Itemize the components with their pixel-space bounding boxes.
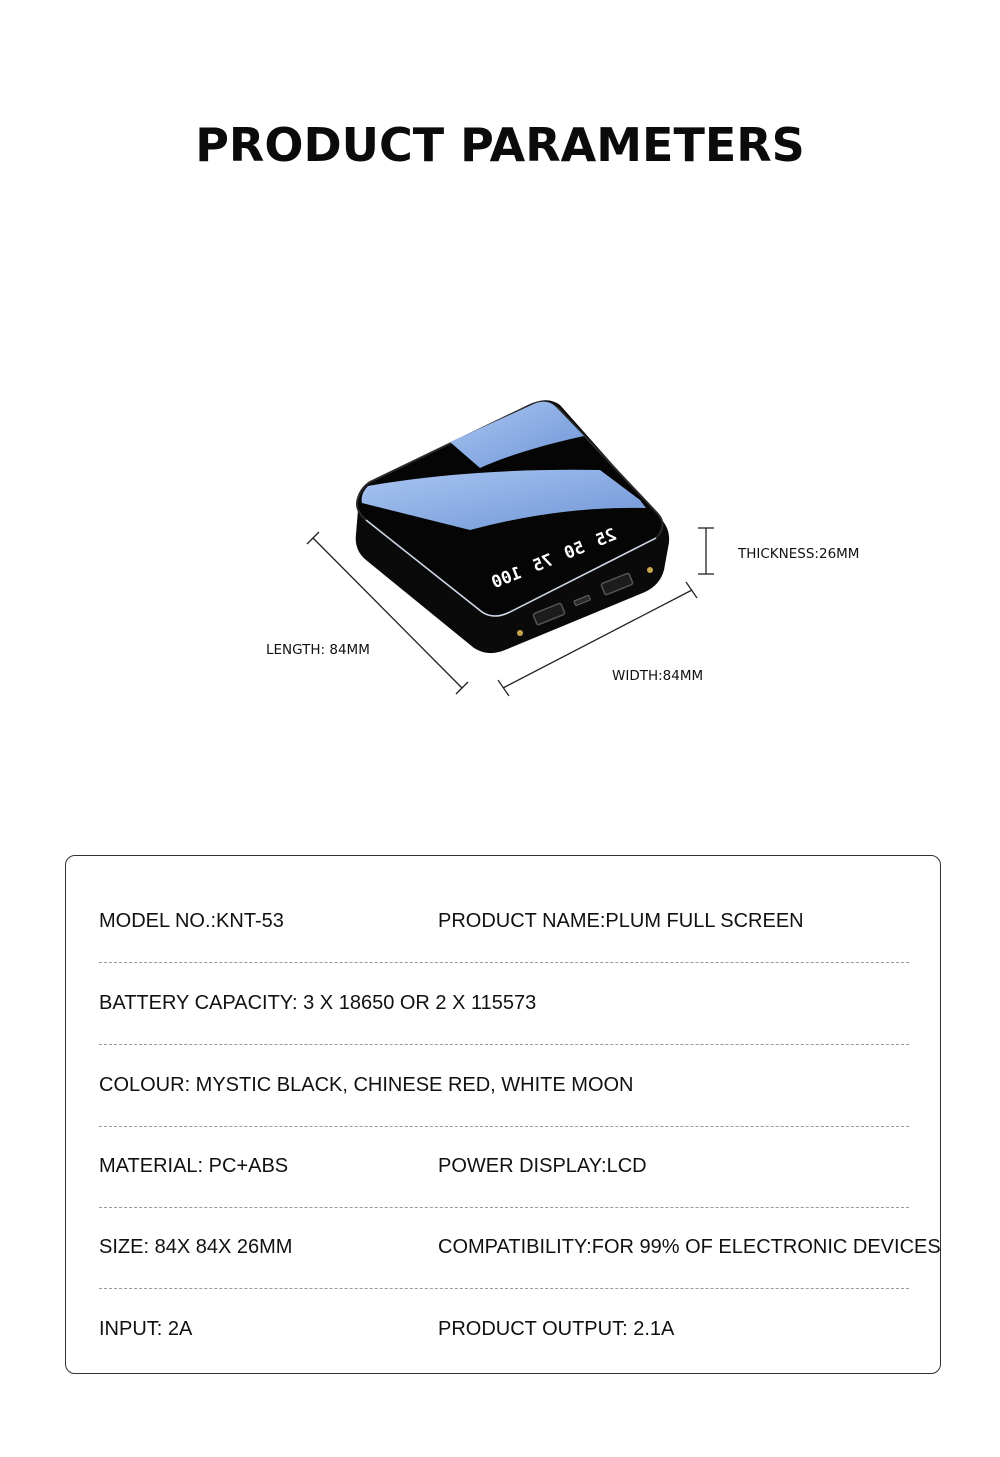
spec-row: [99, 1045, 909, 1127]
spec-compatibility: COMPATIBILITY:FOR 99% OF ELECTRONIC DEVICES: [438, 1236, 941, 1258]
led-value-75: 75: [529, 550, 557, 577]
spec-input: INPUT: 2A: [99, 1317, 193, 1340]
spec-size: SIZE: 84X 84X 26MM: [99, 1236, 293, 1258]
page-title: PRODUCT PARAMETERS: [195, 118, 805, 172]
led-value-25: 25: [592, 524, 620, 552]
thickness-label: THICKNESS:26MM: [738, 546, 860, 562]
length-label: LENGTH: 84MM: [266, 642, 370, 658]
spec-row: [99, 1207, 941, 1289]
spec-row: [99, 881, 909, 963]
led-value-50: 50: [561, 537, 588, 564]
spec-row: [99, 1288, 909, 1370]
indicator-led-left: [517, 630, 523, 636]
led-value-100: 100: [488, 563, 525, 594]
spec-model: MODEL NO.:KNT-53: [99, 910, 284, 932]
width-label: WIDTH:84MM: [612, 668, 704, 684]
spec-table: [65, 855, 941, 1374]
thickness-dimension-line: [698, 528, 714, 574]
spec-product-name: PRODUCT NAME:PLUM FULL SCREEN: [438, 910, 804, 932]
spec-power-display: POWER DISPLAY:LCD: [438, 1155, 647, 1177]
spec-row: [99, 1126, 909, 1208]
spec-output: PRODUCT OUTPUT: 2.1A: [438, 1317, 675, 1340]
spec-material: MATERIAL: PC+ABS: [99, 1155, 289, 1177]
indicator-led-right: [647, 567, 653, 573]
spec-colour: COLOUR: MYSTIC BLACK, CHINESE RED, WHITE MOON: [99, 1074, 634, 1096]
spec-battery-capacity: BATTERY CAPACITY: 3 X 18650 OR 2 X 115573: [99, 992, 537, 1014]
spec-row: [99, 963, 909, 1045]
